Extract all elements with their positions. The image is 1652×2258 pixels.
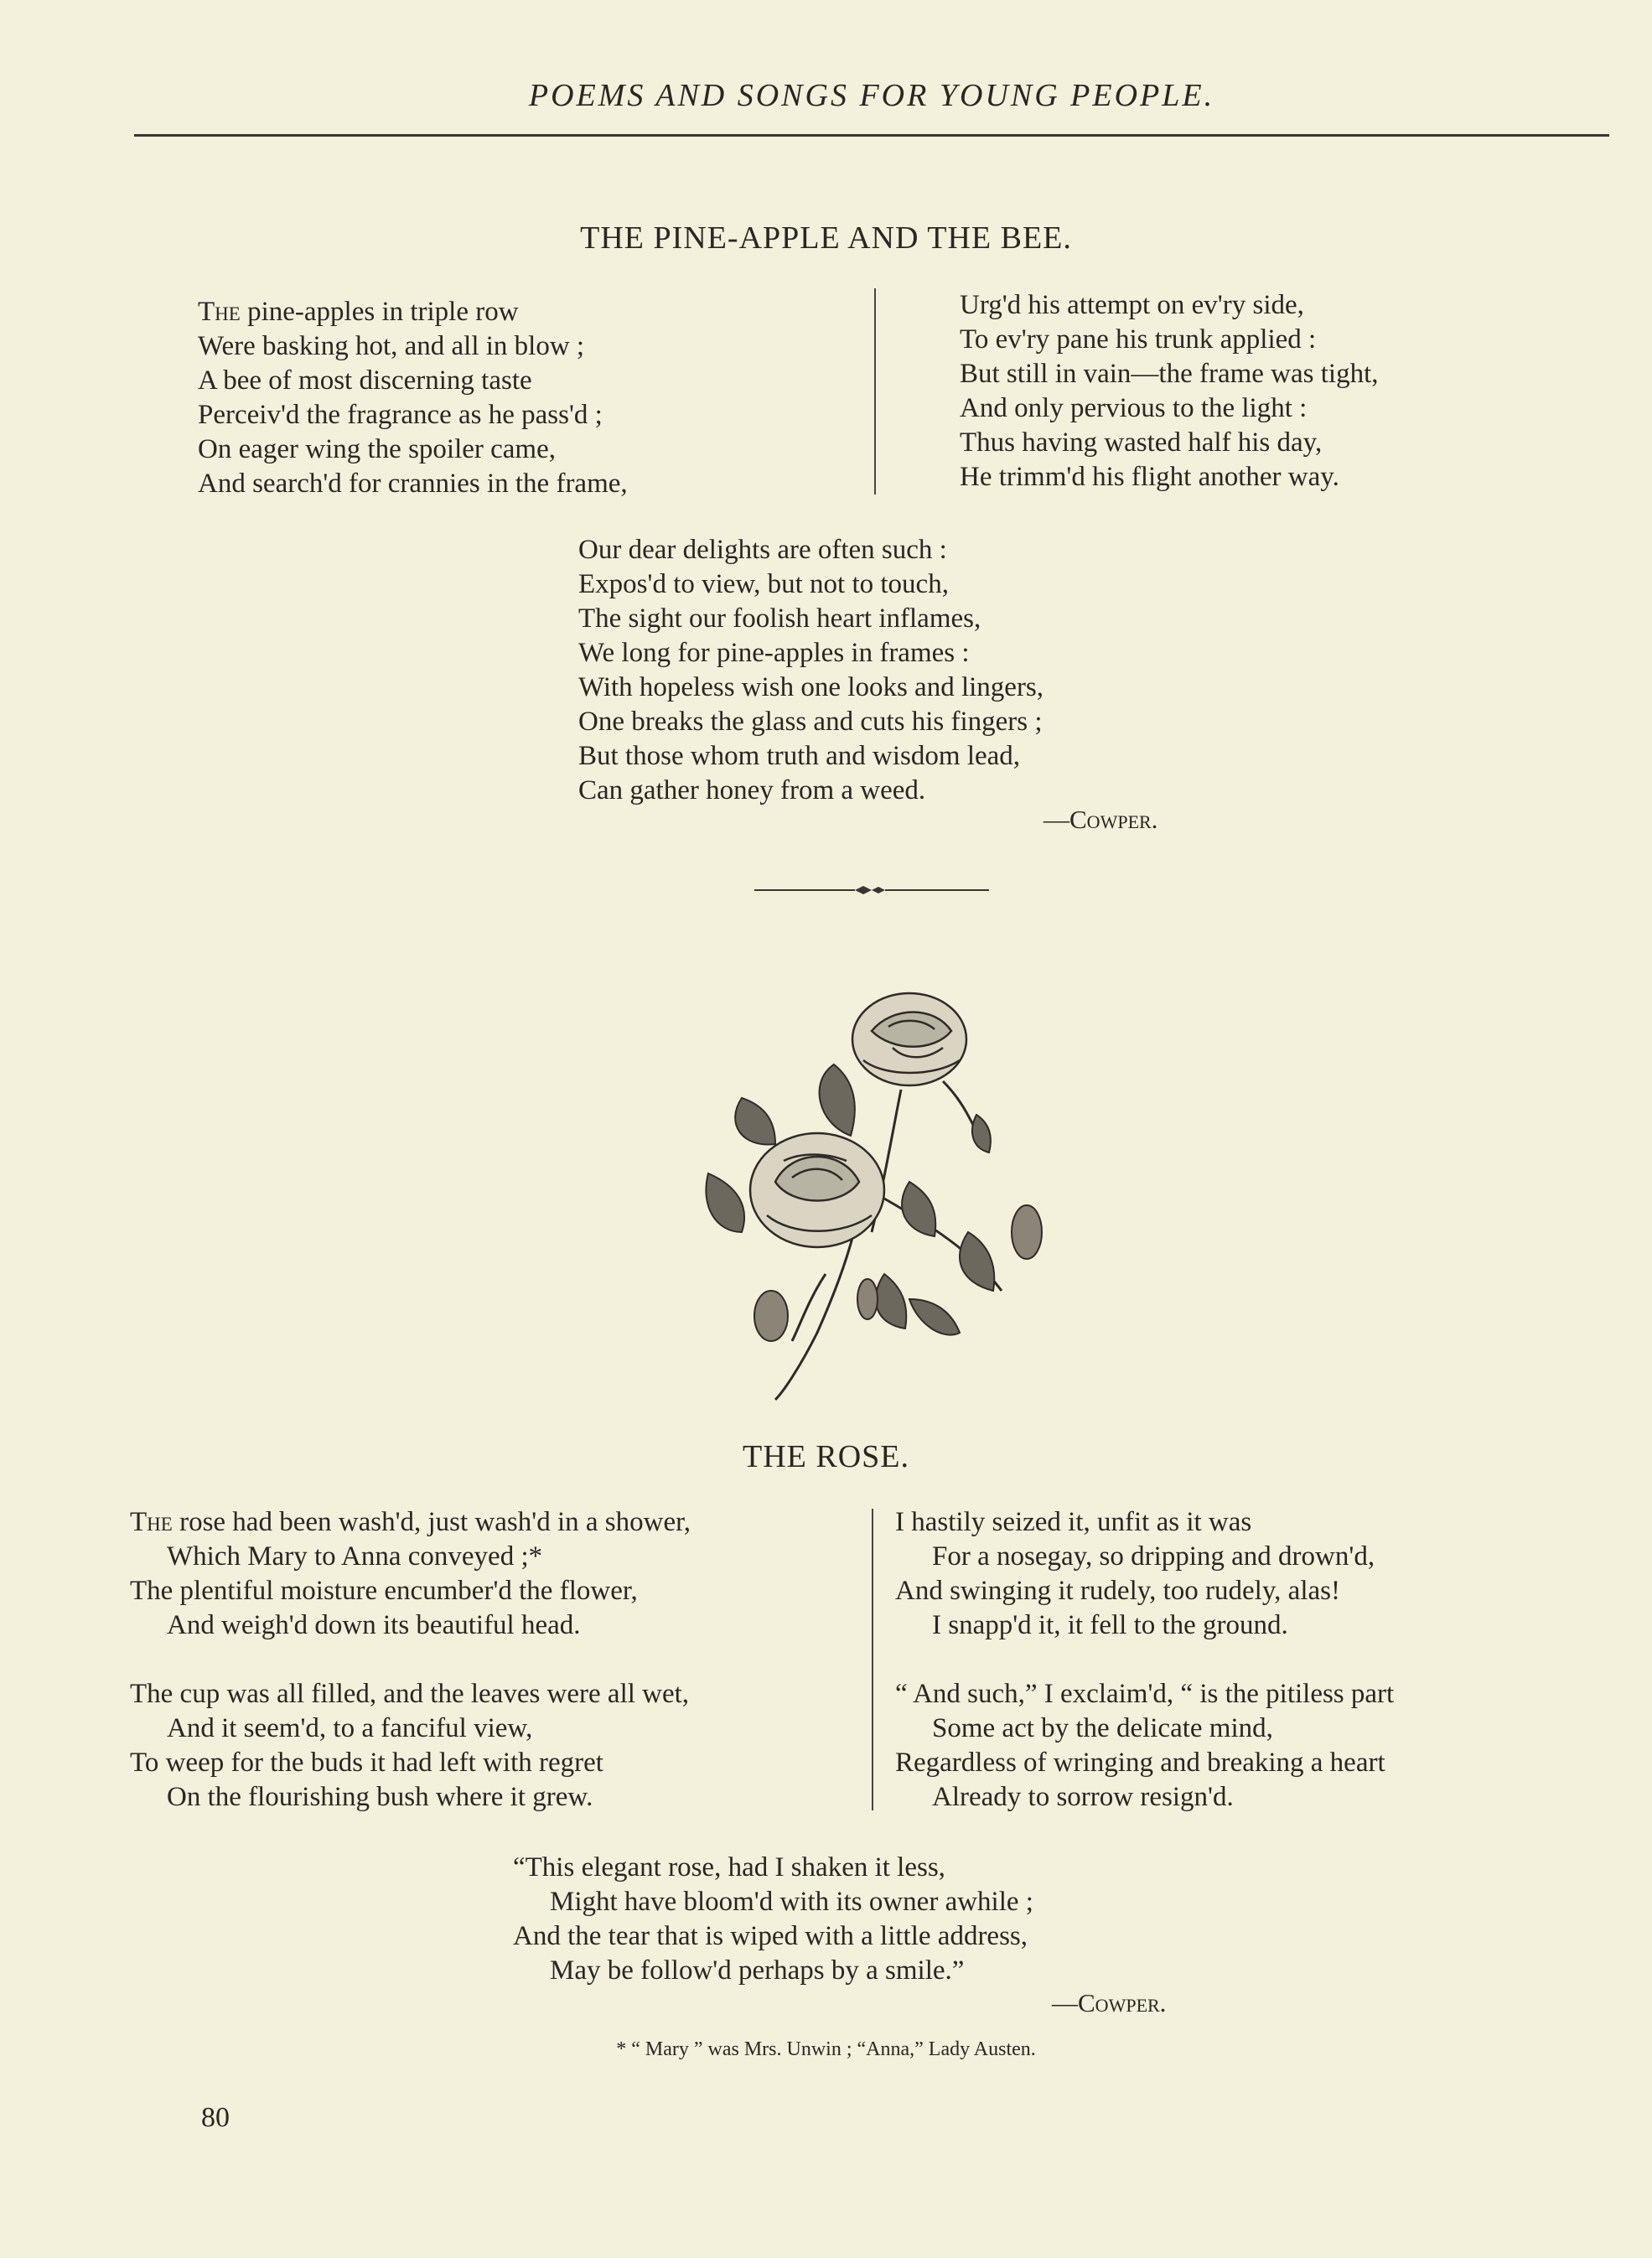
- poem-line: For a nosegay, so dripping and drown'd,: [932, 1541, 1375, 1572]
- poem-line: Urg'd his attempt on ev'ry side,: [960, 290, 1304, 320]
- poem-line: “This elegant rose, had I shaken it less,: [513, 1852, 945, 1883]
- poem-line: Some act by the delicate mind,: [932, 1713, 1273, 1743]
- poem-line: Can gather honey from a weed.: [578, 775, 926, 805]
- poem-line: Perceiv'd the fragrance as he pass'd ;: [198, 400, 603, 430]
- header-rule: [134, 134, 1609, 137]
- poem-line: And weigh'd down its beautiful head.: [167, 1610, 581, 1640]
- drop-word: The: [198, 297, 241, 327]
- column-divider: [874, 288, 876, 495]
- poem-line: Which Mary to Anna conveyed ;*: [167, 1541, 543, 1572]
- rose-bloom-top: [852, 993, 966, 1085]
- poem-line: We long for pine-apples in frames :: [578, 638, 970, 668]
- poem-line: And it seem'd, to a fanciful view,: [167, 1713, 533, 1743]
- poem-line: But still in vain—the frame was tight,: [960, 359, 1379, 389]
- poem-line: To ev'ry pane his trunk applied :: [960, 324, 1317, 355]
- poem-line: And the tear that is wiped with a little address,: [513, 1921, 1028, 1951]
- poem-line: On the flourishing bush where it grew.: [167, 1782, 593, 1812]
- poem-center-stanza: [578, 533, 1044, 808]
- poem-title: THE ROSE.: [743, 1439, 909, 1474]
- poem-line: Our dear delights are often such :: [578, 535, 947, 565]
- poem-line: He trimm'd his flight another way.: [960, 462, 1339, 492]
- poem-right-column: [960, 288, 1379, 495]
- poem-attribution: —Cowper.: [1044, 805, 1158, 834]
- poem-right-column: [895, 1505, 1394, 1815]
- poem-line: The pine-apples in triple row: [198, 297, 519, 327]
- column-divider: [872, 1509, 873, 1810]
- footnote: * “ Mary ” was Mrs. Unwin ; “Anna,” Lady Austen.: [616, 2038, 1036, 2060]
- poem-line: To weep for the buds it had left with regret: [130, 1748, 603, 1778]
- poem-title: THE PINE-APPLE AND THE BEE.: [580, 220, 1072, 256]
- poem-left-column: [198, 295, 628, 501]
- poem-line: I hastily seized it, unfit as it was: [895, 1507, 1252, 1537]
- rose-illustration: [691, 981, 1060, 1408]
- poem-line: And search'd for crannies in the frame,: [198, 469, 628, 499]
- poem-line: And only pervious to the light :: [960, 393, 1308, 423]
- poem-line: And swinging it rudely, too rudely, alas!: [895, 1576, 1340, 1606]
- poem-line: The rose had been wash'd, just wash'd in a shower,: [130, 1507, 691, 1537]
- drop-word: The: [130, 1507, 173, 1537]
- poem-line: May be follow'd perhaps by a smile.”: [550, 1955, 965, 1986]
- poem-line: Might have bloom'd with its owner awhile ;: [550, 1887, 1033, 1917]
- ornament-divider: [754, 882, 989, 899]
- poem-line: With hopeless wish one looks and lingers,: [578, 672, 1044, 702]
- stanza-gap: [130, 1643, 691, 1677]
- rose-bloom-main: [750, 1133, 884, 1247]
- poem-line: Expos'd to view, but not to touch,: [578, 569, 949, 599]
- poem-line: But those whom truth and wisdom lead,: [578, 741, 1021, 771]
- poem-line: The plentiful moisture encumber'd the flower,: [130, 1576, 638, 1606]
- poem-line: Already to sorrow resign'd.: [932, 1782, 1234, 1812]
- poem-line: A bee of most discerning taste: [198, 365, 532, 396]
- stanza-gap: [895, 1643, 1394, 1677]
- poem-line: One breaks the glass and cuts his fingers ;: [578, 707, 1043, 737]
- poem-line: Thus having wasted half his day,: [960, 427, 1323, 458]
- poem-left-column: [130, 1505, 691, 1815]
- poem-line: “ And such,” I exclaim'd, “ is the pitiless part: [895, 1679, 1395, 1709]
- page-number: 80: [201, 2102, 230, 2133]
- running-head: POEMS AND SONGS FOR YOUNG PEOPLE.: [528, 78, 1215, 113]
- poem-line: I snapp'd it, it fell to the ground.: [932, 1610, 1288, 1640]
- poem-line: On eager wing the spoiler came,: [198, 434, 557, 464]
- poem-attribution: —Cowper.: [1052, 1988, 1167, 2017]
- poem-center-stanza: [513, 1851, 1033, 1988]
- poem-line: Regardless of wringing and breaking a heart: [895, 1748, 1385, 1778]
- poem-line: Were basking hot, and all in blow ;: [198, 331, 585, 361]
- poem-line: The cup was all filled, and the leaves were all wet,: [130, 1679, 690, 1709]
- poem-line: The sight our foolish heart inflames,: [578, 603, 981, 634]
